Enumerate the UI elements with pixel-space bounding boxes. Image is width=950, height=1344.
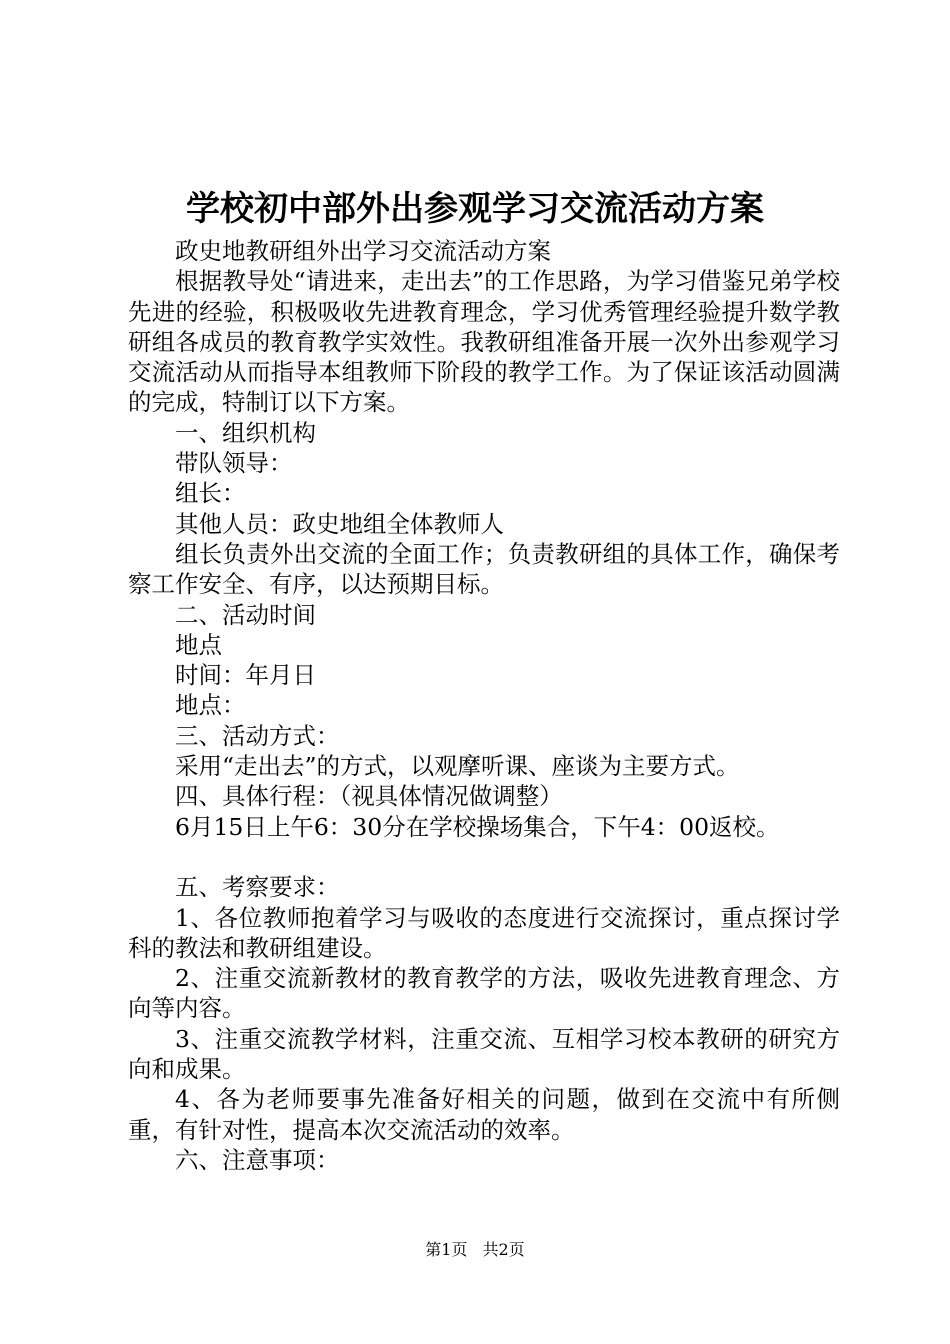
section-heading-itinerary: 四、具体行程：（视具体情况做调整） [175,782,563,811]
subtitle-paragraph: 政史地教研组外出学习交流活动方案 [175,237,551,265]
document-body [128,236,840,1175]
responsibility-paragraph: 组长负责外出交流的全面工作；负责教研组的具体工作，确保考察工作安全、有序，以达预期目标。 [128,539,840,599]
intro-paragraph: 根据教导处“请进来，走出去”的工作思路，为学习借鉴兄弟学校先进的经验，积极吸收先进教育理念，学习优秀管理经验提升数学教研组各成员的教育教学实效性。我教研组准备开展一次外出参观学习交流活动从而指导本组教师下阶段的教学工作。为了保证该活动圆满的完成，特制订以下方案。 [128,267,840,417]
section-heading-method: 三、活动方式： [175,721,340,750]
method-paragraph: 采用“走出去”的方式，以观摩听课、座谈为主要方式。 [175,752,740,781]
blank-line [128,842,840,872]
requirement-item: 3、注重交流教学材料，注重交流、互相学习校本教研的研究方向和成果。 [128,1024,840,1084]
leader-line: 带队领导： [175,449,293,478]
requirement-item: 2、注重交流新教材的教育教学的方法，吸收先进教育理念、方向等内容。 [128,964,840,1023]
requirement-item: 4、各为老师要事先准备好相关的问题，做到在交流中有所侧重，有针对性，提高本次交流活动的效率。 [128,1085,840,1144]
section-heading-requirements: 五、考察要求： [175,873,340,902]
date-line: 时间：年月日 [175,661,316,690]
section-heading-time: 二、活动时间 [175,600,316,629]
page-number-total: 共2页 [482,1240,525,1259]
group-leader-line: 组长： [175,479,246,508]
location-line: 地点 [175,630,222,659]
other-members-line: 其他人员：政史地组全体教师人 [175,509,504,538]
document-title: 学校初中部外出参观学习交流活动方案 [186,189,764,229]
section-heading-organization: 一、组织机构 [175,418,316,447]
page-footer [0,1240,950,1260]
section-heading-notes: 六、注意事项： [175,1145,340,1174]
itinerary-paragraph: 6月15日上午6：30分在学校操场集合，下午4：00返校。 [175,812,780,841]
page-number-current: 第1页 [425,1240,468,1259]
requirement-item: 1、各位教师抱着学习与吸收的态度进行交流探讨，重点探讨学科的教法和教研组建设。 [128,903,840,962]
place-line: 地点： [175,691,246,720]
